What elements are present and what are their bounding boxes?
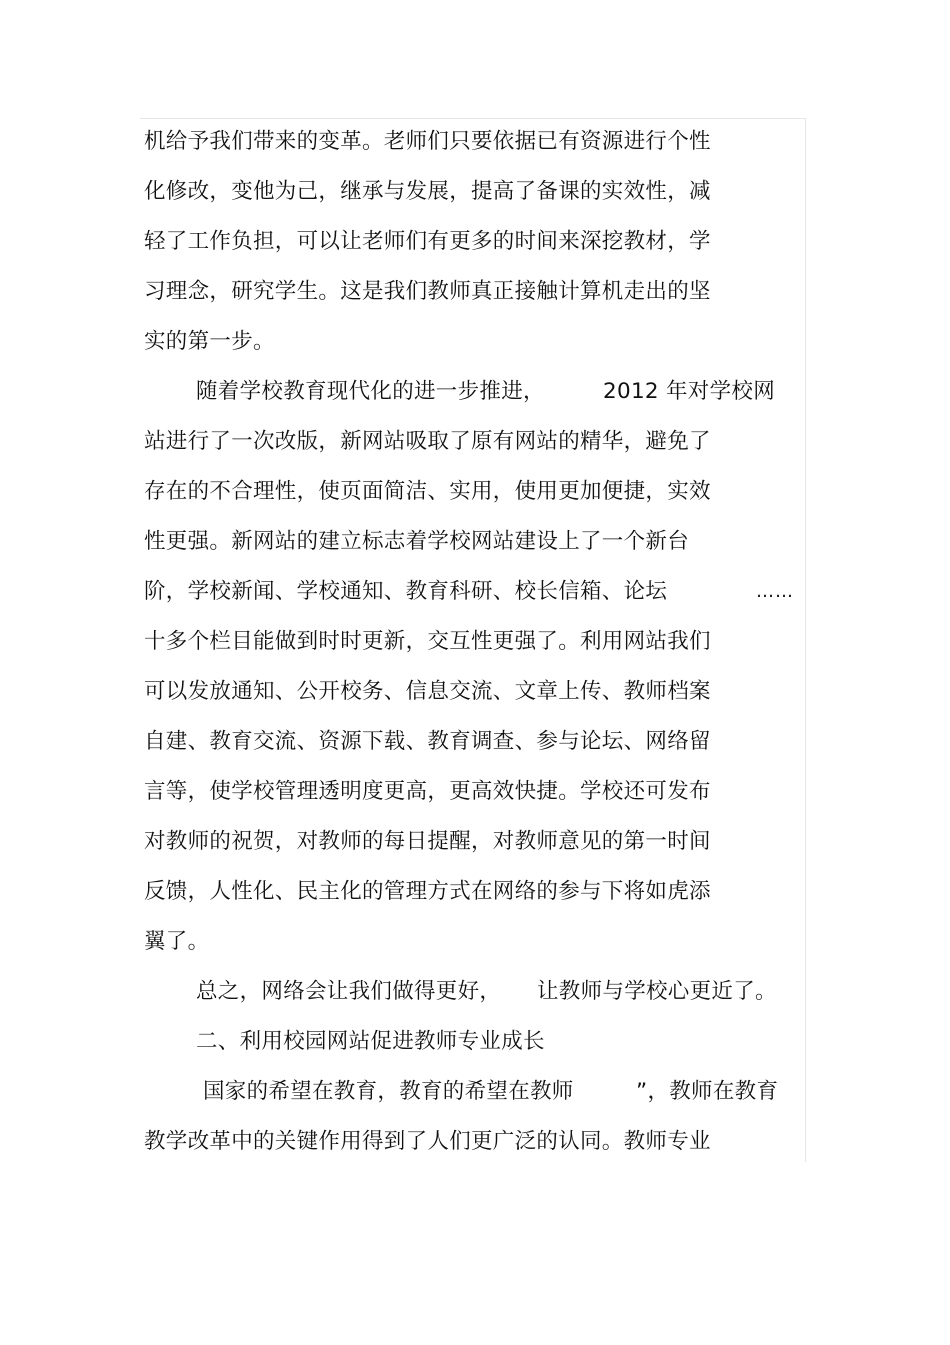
text-segment: 国家的希望在教育，教育的希望在教师 xyxy=(203,1079,574,1104)
text-line: 可以发放通知、公开校务、信息交流、文章上传、教师档案 xyxy=(144,679,711,704)
text-line: 实的第一步。 xyxy=(144,329,275,354)
text-line: 教学改革中的关键作用得到了人们更广泛的认同。教师专业 xyxy=(144,1129,711,1154)
text-line: 习理念，研究学生。这是我们教师真正接触计算机走出的坚 xyxy=(144,279,711,304)
text-line: 翼了。 xyxy=(144,929,210,954)
text-line: 性更强。新网站的建立标志着学校网站建设上了一个新台 xyxy=(144,529,690,554)
text-line: 阶，学校新闻、学校通知、教育科研、校长信箱、论坛 xyxy=(144,579,668,604)
summary-line xyxy=(196,976,796,1008)
text-line: 机给予我们带来的变革。老师们只要依据已有资源进行个性 xyxy=(144,129,711,154)
text-segment: ”，教师在教育 xyxy=(636,1079,779,1104)
text-line: 轻了工作负担，可以让老师们有更多的时间来深挖教材，学 xyxy=(144,229,711,254)
text-line: 化修改，变他为己，继承与发展，提高了备课的实效性，减 xyxy=(144,179,711,204)
text-segment: 总之，网络会让我们做得更好， xyxy=(196,979,502,1004)
year-text: 2012 xyxy=(603,379,659,404)
text-segment: 年对学校网 xyxy=(666,379,776,404)
text-line: 存在的不合理性，使页面简洁、实用，使用更加便捷，实效 xyxy=(144,479,711,504)
paragraph-first-line xyxy=(203,1076,803,1108)
ellipsis-text: …… xyxy=(756,581,794,602)
text-line: 站进行了一次改版，新网站吸取了原有网站的精华，避免了 xyxy=(144,429,711,454)
text-line: 自建、教育交流、资源下载、教育调查、参与论坛、网络留 xyxy=(144,729,711,754)
text-line: 言等，使学校管理透明度更高，更高效快捷。学校还可发布 xyxy=(144,779,711,804)
text-segment: 随着学校教育现代化的进一步推进， xyxy=(196,379,545,404)
section-heading: 二、利用校园网站促进教师专业成长 xyxy=(196,1029,545,1054)
text-line: 反馈，人性化、民主化的管理方式在网络的参与下将如虎添 xyxy=(144,879,711,904)
text-line: 对教师的祝贺，对教师的每日提醒，对教师意见的第一时间 xyxy=(144,829,711,854)
text-line: 十多个栏目能做到时时更新，交互性更强了。利用网站我们 xyxy=(144,629,711,654)
text-segment: 让教师与学校心更近了。 xyxy=(537,979,777,1004)
paragraph-first-line xyxy=(196,376,796,408)
